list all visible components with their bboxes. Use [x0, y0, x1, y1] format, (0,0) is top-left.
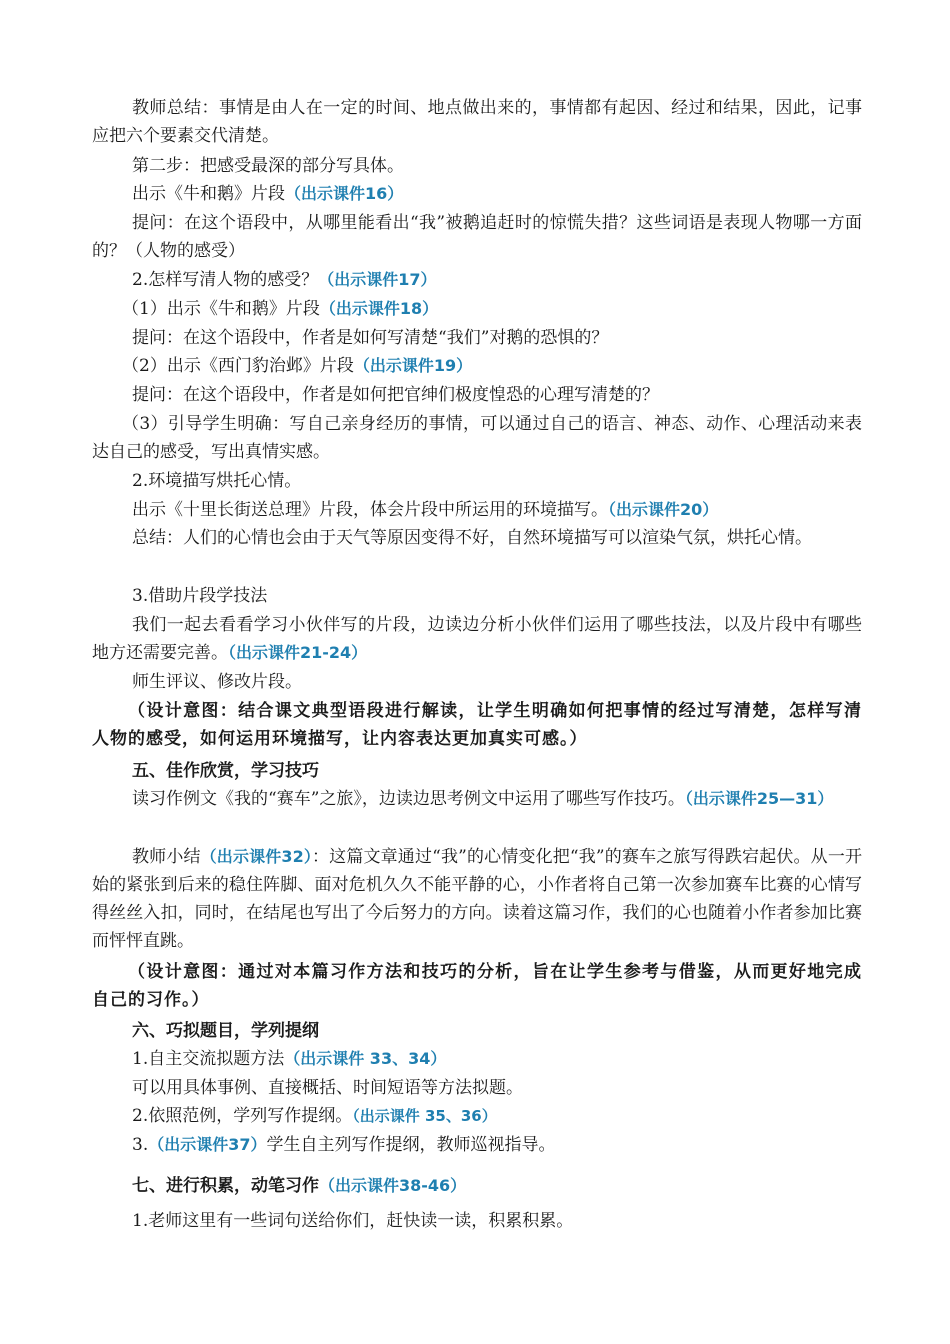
paragraph-step-two — [92, 152, 862, 180]
courseware-ref: （出示课件 35、36） — [352, 1107, 497, 1125]
text: 第二步：把感受最深的部分写具体。 — [132, 156, 404, 176]
paragraph-question-1 — [92, 209, 862, 265]
paragraph-read-example — [92, 785, 862, 813]
text: 3.借助片段学技法 — [132, 586, 268, 606]
paragraph-title-methods — [92, 1045, 862, 1073]
text: 1.自主交流拟题方法 — [132, 1049, 285, 1069]
courseware-ref: （出示课件25—31） — [684, 789, 834, 808]
paragraph-borrow-techniques — [92, 582, 862, 610]
courseware-ref: （出示课件17） — [318, 270, 437, 289]
text: （1）出示《牛和鹅》片段 — [122, 299, 320, 319]
text: 教师总结：事情是由人在一定的时间、地点做出来的，事情都有起因、经过和结果，因此，记事应把六个要素交代清楚。 — [92, 98, 862, 146]
paragraph-teacher-summary — [92, 94, 862, 150]
paragraph-item-3 — [92, 410, 862, 466]
paragraph-peer-excerpts — [92, 611, 862, 667]
paragraph-show-excerpt-2 — [92, 496, 862, 524]
text: 提问：在这个语段中，作者是如何把官绅们极度惶恐的心理写清楚的？ — [132, 385, 659, 405]
text: 提问：在这个语段中，从哪里能看出“我”被鹅追赶时的惊慌失措？这些词语是表现人物哪一方面的？（人物的感受） — [92, 213, 862, 261]
text: 我们一起去看看学习小伙伴写的片段，边读边分析小伙伴们运用了哪些技法，以及片段中有哪些地方还需要完善。 — [92, 615, 862, 663]
text: 2.依照范例，学列写作提纲。 — [132, 1106, 353, 1126]
paragraph-item-2 — [92, 352, 862, 380]
text: 出示《牛和鹅》片段 — [132, 184, 285, 204]
paragraph-review — [92, 668, 862, 696]
courseware-ref: （出示课件21-24） — [228, 643, 368, 662]
courseware-ref: （出示课件32） — [200, 847, 313, 866]
text: 学生自主列写作提纲，教师巡视指导。 — [266, 1135, 556, 1155]
section-heading-7 — [92, 1172, 862, 1200]
text: 2.怎样写清人物的感受？ — [132, 270, 319, 290]
text: （2）出示《西门豹治邺》片段 — [122, 356, 354, 376]
paragraph-design-intent-2 — [92, 958, 862, 1014]
text: （3）引导学生明确：写自己亲身经历的事情，可以通过自己的语言、神态、动作、心理活动来表达自己的感受，写出真情实感。 — [92, 414, 862, 462]
text: 2.环境描写烘托心情。 — [132, 471, 302, 491]
text: （设计意图：结合课文典型语段进行解读，让学生明确如何把事情的经过写清楚，怎样写清人物的感受，如何运用环境描写，让内容表达更加真实可感。） — [92, 701, 862, 749]
courseware-ref: （出示课件20） — [608, 500, 719, 519]
paragraph-outline-example — [92, 1102, 862, 1130]
text: 可以用具体事例、直接概括、时间短语等方法拟题。 — [132, 1078, 523, 1098]
courseware-ref: （出示课件16） — [285, 184, 404, 203]
text: 出示《十里长街送总理》片段，体会片段中所运用的环境描写。 — [132, 500, 608, 520]
paragraph-summary-environment — [92, 524, 862, 552]
text: 提问：在这个语段中，作者是如何写清楚“我们”对鹅的恐惧的？ — [132, 328, 609, 348]
paragraph-teacher-conclusion — [92, 843, 862, 955]
heading-text: 七、进行积累，动笔习作 — [132, 1176, 319, 1196]
text: 教师小结 — [132, 847, 201, 867]
text: 3. — [132, 1135, 149, 1155]
heading-text: 六、巧拟题目，学列提纲 — [132, 1021, 319, 1041]
paragraph-show-excerpt — [92, 180, 862, 208]
paragraph-title-ways — [92, 1074, 862, 1102]
heading-text: 五、佳作欣赏，学习技巧 — [132, 761, 319, 781]
courseware-ref: （出示课件18） — [319, 299, 439, 318]
paragraph-environment — [92, 467, 862, 495]
courseware-ref: （出示课件19） — [353, 356, 473, 375]
paragraph-accumulate — [92, 1207, 862, 1235]
courseware-ref: （出示课件37） — [148, 1135, 267, 1154]
text: 读习作例文《我的“赛车”之旅》，边读边思考例文中运用了哪些写作技巧。 — [132, 789, 685, 809]
text: （设计意图：通过对本篇习作方法和技巧的分析，旨在让学生参考与借鉴，从而更好地完成自己的习作。） — [92, 962, 862, 1010]
text: 师生评议、修改片段。 — [132, 672, 302, 692]
paragraph-question-3 — [92, 381, 862, 409]
paragraph-how-write-feelings — [92, 266, 862, 294]
paragraph-item-1 — [92, 295, 862, 323]
courseware-ref: （出示课件38-46） — [319, 1176, 467, 1195]
text: 1.老师这里有一些词句送给你们，赶快读一读，积累积累。 — [132, 1211, 574, 1231]
paragraph-student-outline — [92, 1131, 862, 1159]
paragraph-question-2 — [92, 324, 862, 352]
paragraph-design-intent-1 — [92, 697, 862, 753]
text: ：这篇文章通过“我”的心情变化把“我”的赛车之旅写得跌宕起伏。从一开始的紧张到后来的稳住阵脚、面对危机久久不能平静的心，小作者将自己第一次参加赛车比赛的心情写得丝丝入扣，同时，在结尾也写出了今后努力的方向。读着这篇习作，我们的心也随着小作者参加比赛而怦怦直跳。 — [92, 847, 862, 951]
section-heading-6 — [92, 1017, 862, 1045]
section-heading-5 — [92, 757, 862, 785]
text: 总结：人们的心情也会由于天气等原因变得不好，自然环境描写可以渲染气氛，烘托心情。 — [132, 528, 812, 548]
courseware-ref: （出示课件 33、34） — [284, 1049, 447, 1068]
